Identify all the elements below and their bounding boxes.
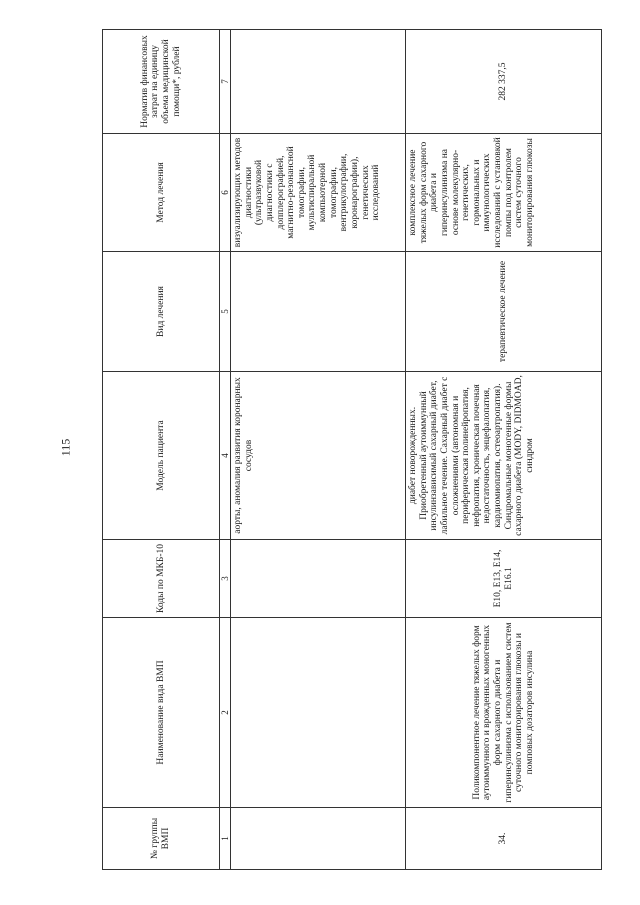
column-number: 3 xyxy=(220,540,231,618)
cell-vmp-name xyxy=(231,618,406,808)
header-vmp-name: Наименование вида ВМП xyxy=(103,618,220,808)
table-row xyxy=(231,30,406,870)
cell-treatment-type xyxy=(231,252,406,372)
cell-treatment-method: комплексное лечение тяжелых форм сахарного диабета и гиперинсулинизма на основе молекулярно-генетических, гормональных и иммунологических исследований с установкой помпы под контролем систем суточного мониторирования глюкозы xyxy=(406,134,602,252)
cell-patient-model: аорты, аномалия развития коронарных сосудов xyxy=(231,372,406,540)
header-row xyxy=(103,30,220,870)
cell-treatment-method: визуализирующих методов диагностики (ультразвуковой диагностики с допплерографией, магнитно-резонансной томографии, мультиспиральной компьютерной томографии, вентрикулографии, коронарографии), генетических исследований xyxy=(231,134,406,252)
cell-group: 34. xyxy=(406,808,602,870)
table-row xyxy=(406,30,602,870)
column-number: 7 xyxy=(220,30,231,134)
header-patient-model: Модель пациента xyxy=(103,372,220,540)
header-icd-codes: Коды по МКБ-10 xyxy=(103,540,220,618)
cell-codes: E10, E13, E14, E16.1 xyxy=(406,540,602,618)
cell-cost xyxy=(231,30,406,134)
header-treatment-type: Вид лечения xyxy=(103,252,220,372)
column-number: 5 xyxy=(220,252,231,372)
cell-vmp-name: Поликомпонентное лечение тяжелых форм аутоиммунного и врожденных моногенных форм сахарного диабета и гиперинсулинизма с использованием систем суточного мониторирования глюкозы и помповых дозаторов инсулина xyxy=(406,618,602,808)
column-number-row xyxy=(220,30,231,870)
vmp-table xyxy=(102,29,602,870)
header-cost-norm: Норматив финансовых затрат на единицу объема медицинской помощи*, рублей xyxy=(103,30,220,134)
rotated-table-wrapper xyxy=(102,30,602,870)
cell-patient-model: диабет новорожденных. Приобретенный аутоиммунный инсулинзависимый сахарный диабет, лабильное течение. Сахарный диабет с осложнениями (автономная и периферическая полинейропатия, нефропатия, хроническая почечная недостаточность, энцефалопатия, кардиомиопатия, остеоартропатия). Синдромальные моногенные формы сахарного диабета (MODY, DIDMOAD, синдром xyxy=(406,372,602,540)
cell-cost: 282 337,5 xyxy=(406,30,602,134)
header-group-number: № группы ВМП xyxy=(103,808,220,870)
header-treatment-method: Метод лечения xyxy=(103,134,220,252)
column-number: 4 xyxy=(220,372,231,540)
column-number: 2 xyxy=(220,618,231,808)
column-number: 6 xyxy=(220,134,231,252)
column-number: 1 xyxy=(220,808,231,870)
cell-codes xyxy=(231,540,406,618)
page-number: 115 xyxy=(58,438,73,457)
cell-group xyxy=(231,808,406,870)
cell-treatment-type: терапевтическое лечение xyxy=(406,252,602,372)
